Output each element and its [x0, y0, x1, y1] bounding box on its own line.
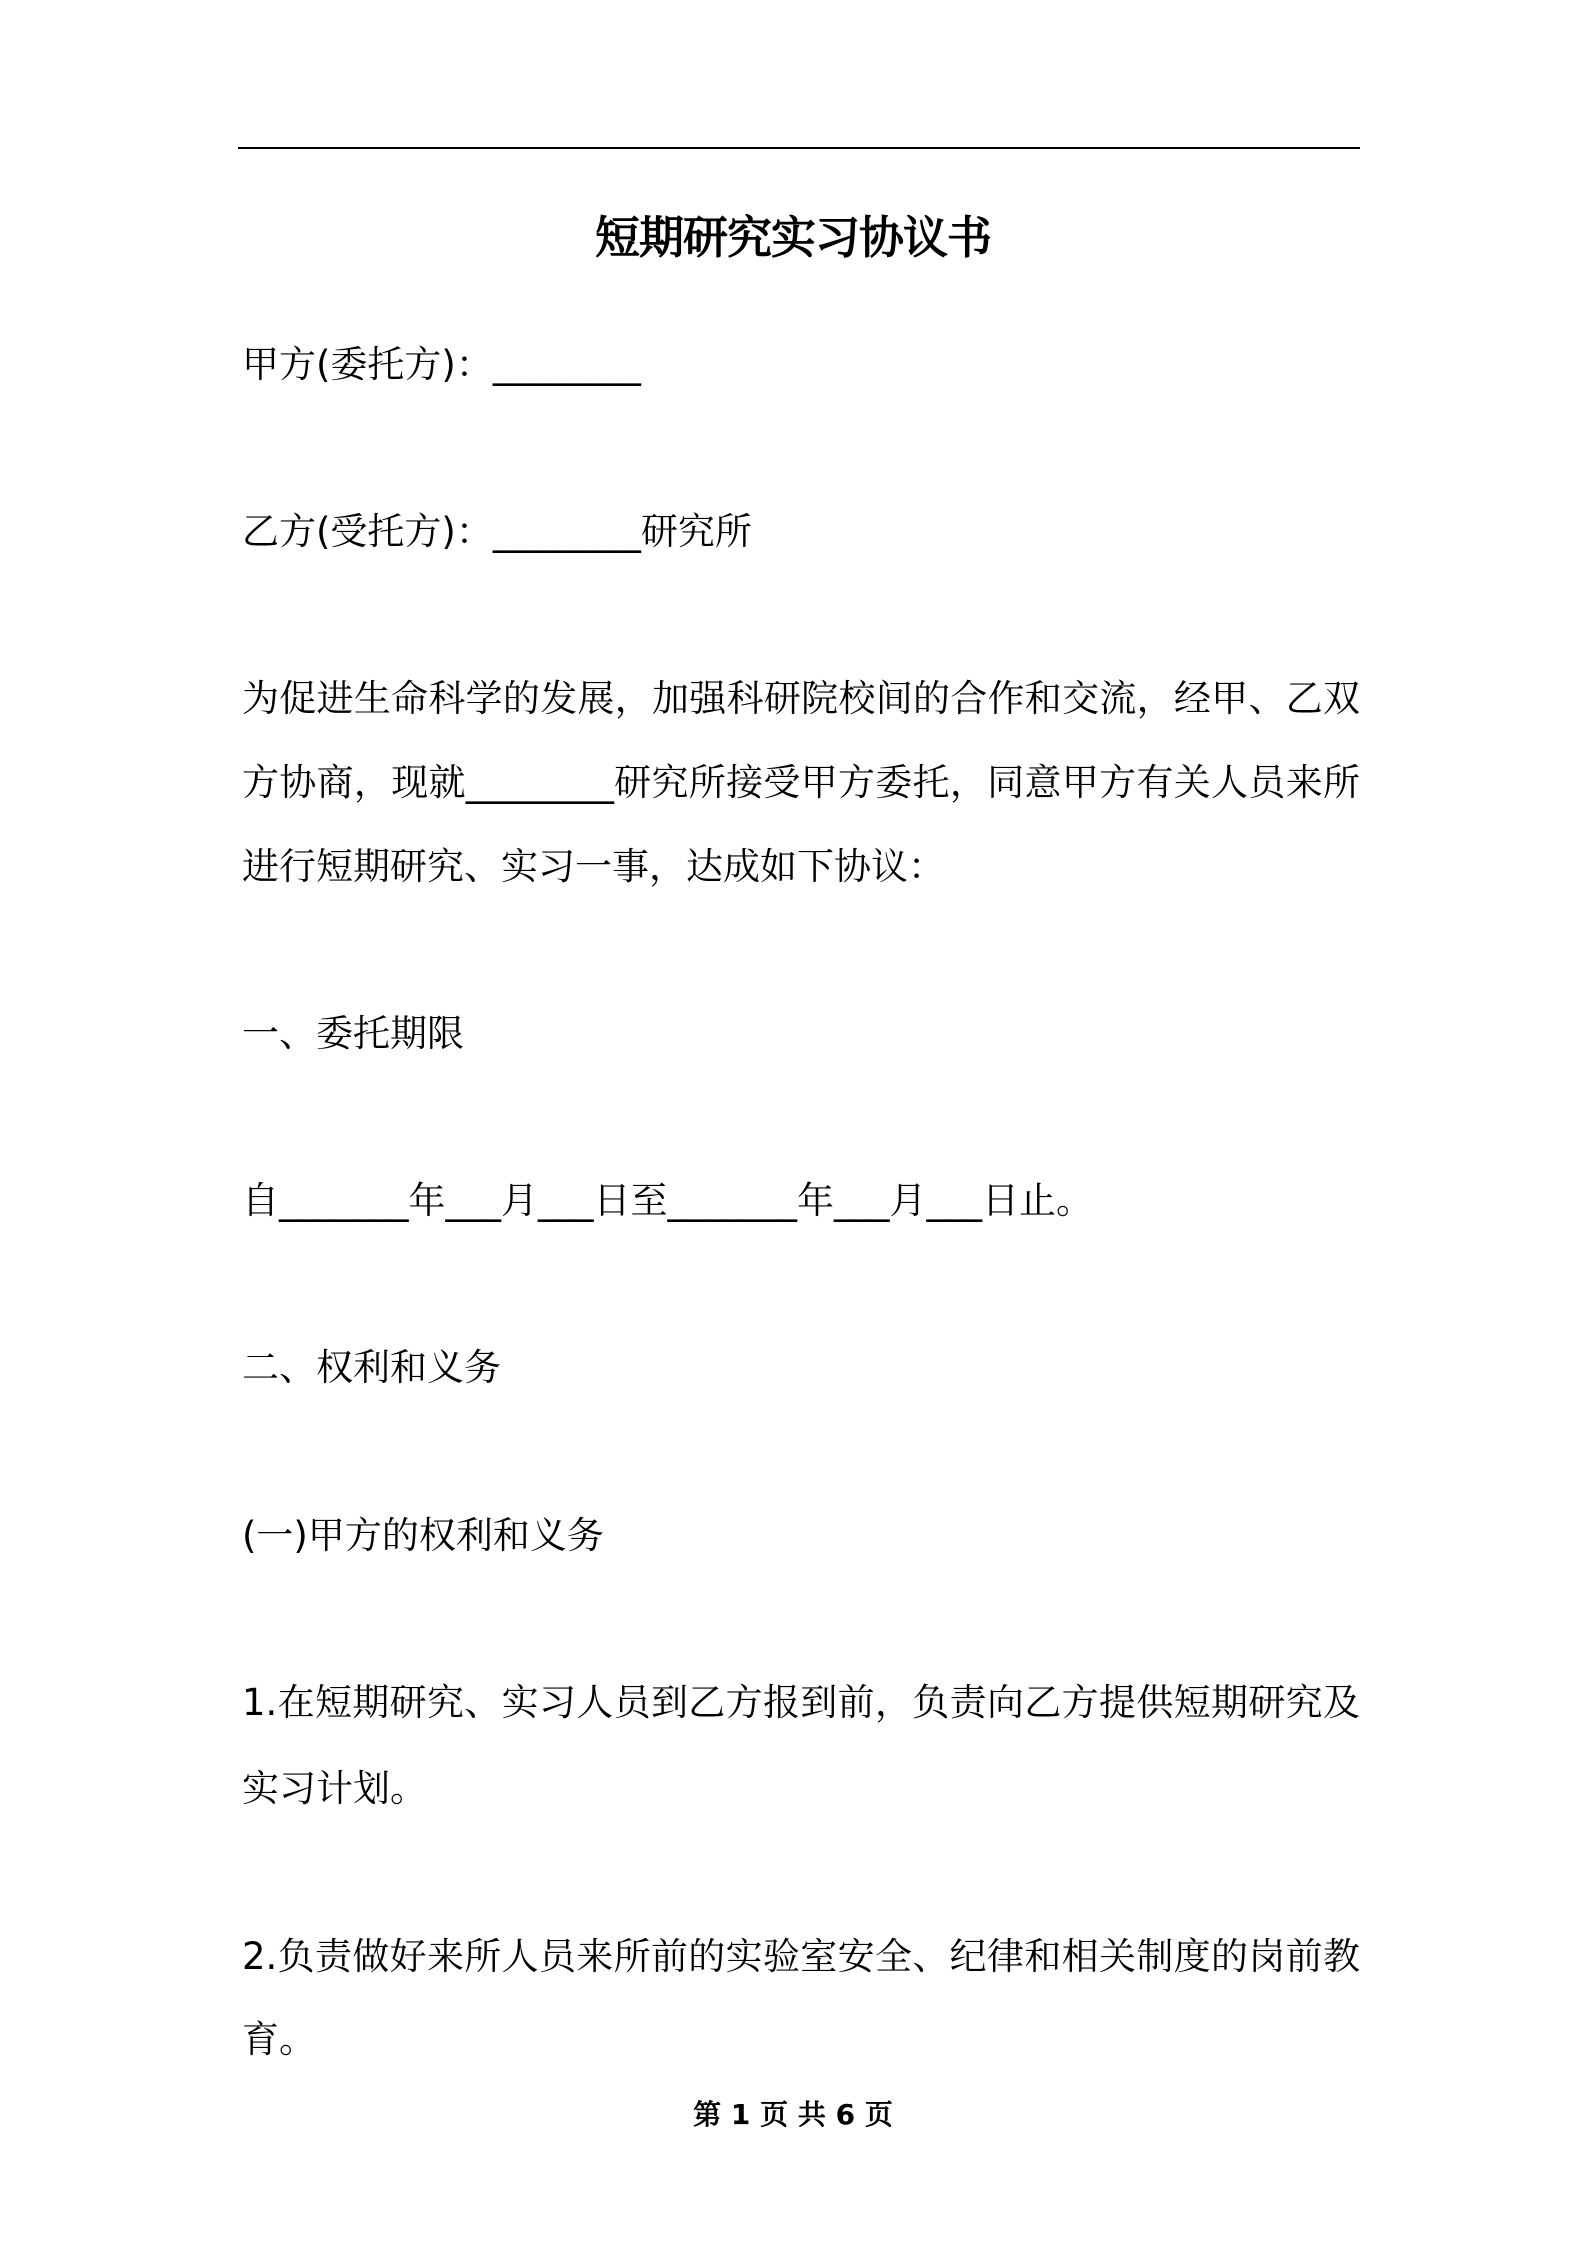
clause-line: 实习计划。 [242, 1767, 427, 1810]
clause-line: 育。 [242, 2018, 316, 2061]
preamble-line: 方协商，现就________研究所接受甲方委托，同意甲方有关人员来所 [242, 761, 1360, 804]
header-rule [238, 147, 1360, 149]
clause-line: 2.负责做好来所人员来所前的实验室安全、纪律和相关制度的岗前教 [242, 1935, 1360, 1978]
term-period-line: 自_______年___月___日至_______年___月___日止。 [242, 1179, 1093, 1222]
preamble-line: 进行短期研究、实习一事，达成如下协议： [242, 845, 945, 888]
document-title: 短期研究实习协议书 [594, 211, 991, 264]
section-heading: 一、委托期限 [242, 1012, 464, 1055]
section-heading: 二、权利和义务 [242, 1346, 501, 1389]
party-b-line: 乙方(受托方)：________研究所 [242, 510, 752, 553]
subsection-heading: (一)甲方的权利和义务 [242, 1514, 604, 1557]
page-number-footer: 第 1 页 共 6 页 [693, 2098, 893, 2131]
preamble-line: 为促进生命科学的发展，加强科研院校间的合作和交流，经甲、乙双 [242, 677, 1360, 720]
clause-line: 1.在短期研究、实习人员到乙方报到前，负责向乙方提供短期研究及 [242, 1681, 1360, 1724]
party-a-line: 甲方(委托方)：________ [242, 343, 641, 386]
